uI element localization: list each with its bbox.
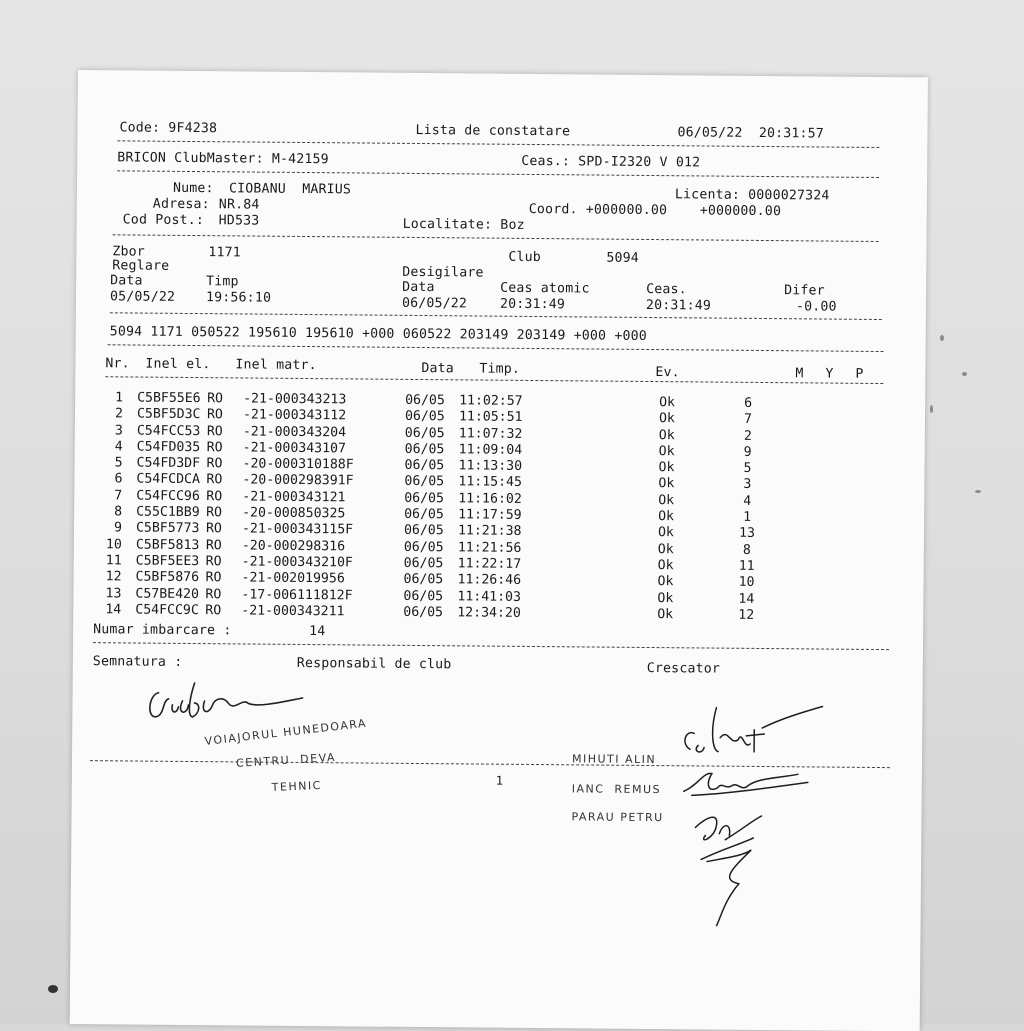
- registration-ring: -21-000343213: [243, 391, 346, 407]
- locality-text: Localitate: Boz: [403, 217, 525, 233]
- arrival-time: 11:07:32: [459, 426, 523, 442]
- country-code: RO: [207, 456, 223, 471]
- event-status: Ok: [659, 411, 675, 426]
- row-number: 6: [100, 472, 122, 487]
- clock-label: Ceas.: [646, 282, 687, 297]
- arrival-date: 06/05: [405, 409, 445, 424]
- setting-date: 05/05/22: [110, 289, 175, 305]
- divider: [93, 642, 889, 650]
- country-code: RO: [206, 505, 222, 520]
- event-status: Ok: [658, 542, 674, 557]
- arrival-time: 11:02:57: [459, 393, 523, 409]
- breeder-label: Crescator: [647, 661, 720, 677]
- committee-member-2: IANC REMUS: [572, 782, 661, 796]
- arrival-time: 11:05:51: [459, 410, 523, 426]
- dirt-speck: [48, 985, 58, 993]
- date-label: Data: [110, 273, 143, 288]
- address-label: Adresa:: [153, 197, 210, 212]
- arrival-date: 06/05: [403, 605, 443, 620]
- arrival-date: 06/05: [405, 425, 445, 440]
- divider: [105, 376, 883, 384]
- row-number: 14: [99, 602, 121, 617]
- clock-model-text: Ceas.: SPD-I2320 V 012: [521, 154, 700, 171]
- registration-ring: -21-000343204: [243, 424, 346, 440]
- col-header-inel-el: Inel el.: [145, 357, 210, 373]
- row-number: 4: [101, 439, 123, 454]
- country-code: RO: [206, 473, 222, 488]
- position: 4: [732, 494, 762, 509]
- event-status: Ok: [658, 558, 674, 573]
- difference-value: -0.00: [796, 299, 837, 314]
- arrival-date: 06/05: [403, 572, 443, 587]
- registration-ring: -17-006111812F: [241, 587, 352, 603]
- row-number: 5: [101, 455, 123, 470]
- owner-address: NR.84: [219, 197, 260, 212]
- arrival-date: 06/05: [404, 458, 444, 473]
- committee-signature-3: [691, 799, 772, 930]
- col-header-timp: Timp.: [479, 362, 520, 377]
- electronic-ring: C54FD035: [137, 439, 201, 455]
- col-header-inel-matr: Inel matr.: [235, 357, 317, 373]
- electronic-ring: C57BE420: [135, 586, 199, 602]
- row-number: 11: [100, 553, 122, 568]
- license-text: Licenta: 0000027324: [675, 187, 830, 203]
- dirt-speck: [940, 335, 944, 341]
- arrival-time: 11:21:38: [458, 524, 522, 540]
- registration-ring: -21-000343112: [243, 408, 346, 424]
- committee-member-1: MIHUTI ALIN: [572, 752, 656, 766]
- divider: [117, 170, 879, 178]
- arrival-time: 11:17:59: [458, 507, 522, 523]
- electronic-ring: C54FD3DF: [137, 456, 201, 472]
- report-sheet: [70, 70, 928, 1031]
- unseal-date: 06/05/22: [402, 296, 467, 312]
- arrival-time: 11:26:46: [457, 573, 521, 589]
- position: 10: [731, 575, 761, 590]
- electronic-ring: C5BF55E6: [137, 391, 201, 407]
- row-number: 12: [100, 569, 122, 584]
- registration-ring: -20-000850325: [242, 506, 345, 522]
- arrival-date: 06/05: [404, 523, 444, 538]
- country-code: RO: [207, 407, 223, 422]
- country-code: RO: [206, 489, 222, 504]
- col-header-nr: Nr.: [105, 356, 130, 371]
- event-status: Ok: [658, 460, 674, 475]
- flight-label: Zbor: [112, 244, 145, 259]
- registration-ring: -20-000310188F: [243, 457, 354, 473]
- event-status: Ok: [657, 607, 673, 622]
- row-number: 1: [101, 390, 123, 405]
- document-title: Lista de constatare: [415, 123, 570, 139]
- col-header-ev: Ev.: [655, 365, 680, 380]
- position: 5: [732, 461, 762, 476]
- arrival-time: 11:21:56: [458, 540, 522, 556]
- event-status: Ok: [658, 493, 674, 508]
- country-code: RO: [206, 538, 222, 553]
- arrival-time: 11:41:03: [457, 589, 521, 605]
- position: 13: [732, 526, 762, 541]
- electronic-ring: C54FCC9C: [135, 602, 199, 618]
- boarding-count: 14: [309, 624, 325, 639]
- club-master-text: BRICON ClubMaster: M-42159: [117, 150, 329, 167]
- setting-label: Reglare: [112, 258, 169, 273]
- position: 2: [733, 428, 763, 443]
- arrival-time: 11:16:02: [458, 491, 522, 507]
- col-header-p: P: [855, 367, 863, 382]
- electronic-ring: C54FCC96: [136, 488, 200, 504]
- event-status: Ok: [659, 428, 675, 443]
- divider: [117, 140, 879, 148]
- raw-code-line: 5094 1171 050522 195610 195610 +000 060522 203149 203149 +000 +000: [110, 324, 647, 344]
- setting-time: 19:56:10: [206, 290, 271, 306]
- registration-ring: -20-000298391F: [242, 473, 353, 489]
- club-responsible-label: Responsabil de club: [297, 656, 452, 672]
- country-code: RO: [206, 522, 222, 537]
- country-code: RO: [207, 440, 223, 455]
- arrival-time: 11:22:17: [458, 556, 522, 572]
- col-header-m: M: [795, 366, 803, 381]
- committee-signature-2: [678, 763, 818, 804]
- registration-ring: -21-000343211: [241, 603, 344, 619]
- position: 1: [732, 510, 762, 525]
- event-status: Ok: [657, 591, 673, 606]
- atomic-clock-label: Ceas atomic: [500, 281, 590, 297]
- row-number: 13: [99, 586, 121, 601]
- club-label: Club: [508, 250, 541, 265]
- position: 8: [732, 542, 762, 557]
- divider: [108, 344, 884, 352]
- dirt-speck: [930, 405, 933, 413]
- col-header-y: Y: [825, 367, 833, 382]
- arrival-date: 06/05: [404, 540, 444, 555]
- difference-label: Difer: [784, 283, 825, 298]
- atomic-clock-time: 20:31:49: [500, 297, 565, 313]
- electronic-ring: C54FCC53: [137, 423, 201, 439]
- position: 11: [732, 559, 762, 574]
- committee-signature-1: [672, 699, 833, 770]
- country-code: RO: [207, 391, 223, 406]
- electronic-ring: C5BF5813: [136, 537, 200, 553]
- postal-label: Cod Post.:: [123, 212, 205, 228]
- clock-time: 20:31:49: [646, 298, 711, 314]
- registration-ring: -21-000343210F: [242, 554, 353, 570]
- arrival-date: 06/05: [404, 474, 444, 489]
- electronic-ring: C54FCDCA: [136, 472, 200, 488]
- event-status: Ok: [657, 574, 673, 589]
- dirt-speck: [962, 372, 967, 376]
- country-code: RO: [207, 424, 223, 439]
- position: 3: [732, 477, 762, 492]
- time-label: Timp: [206, 274, 239, 289]
- stamp-technical: TEHNIC: [271, 779, 322, 794]
- divider: [113, 234, 879, 242]
- postal-code: HD533: [219, 213, 260, 228]
- event-status: Ok: [658, 525, 674, 540]
- registration-ring: -21-002019956: [242, 571, 345, 587]
- country-code: RO: [206, 554, 222, 569]
- registration-ring: -20-000298316: [242, 538, 345, 554]
- row-number: 2: [101, 407, 123, 422]
- stamp-center: CENTRU DEVA: [236, 751, 337, 770]
- row-number: 10: [100, 537, 122, 552]
- unsealing-label: Desigilare: [402, 265, 484, 281]
- divider: [110, 312, 882, 320]
- row-number: 8: [100, 504, 122, 519]
- registration-ring: -21-000343115F: [242, 522, 353, 538]
- dirt-speck: [975, 490, 981, 493]
- registration-ring: -21-000343121: [242, 489, 345, 505]
- country-code: RO: [205, 587, 221, 602]
- arrival-date: 06/05: [404, 507, 444, 522]
- country-code: RO: [206, 570, 222, 585]
- committee-member-3: PARAU PETRU: [571, 810, 663, 824]
- row-number: 7: [100, 488, 122, 503]
- boarding-count-label: Numar imbarcare :: [93, 622, 232, 638]
- arrival-time: 11:09:04: [459, 442, 523, 458]
- event-status: Ok: [658, 509, 674, 524]
- position: 7: [733, 412, 763, 427]
- electronic-ring: C5BF5EE3: [136, 553, 200, 569]
- position: 6: [733, 396, 763, 411]
- arrival-time: 11:15:45: [458, 475, 522, 491]
- signature-label: Semnatura :: [93, 654, 183, 670]
- name-label: Nume:: [173, 181, 214, 196]
- arrival-table: [101, 390, 103, 618]
- arrival-date: 06/05: [403, 588, 443, 603]
- electronic-ring: C5BF5D3C: [137, 407, 201, 423]
- arrival-date: 06/05: [405, 442, 445, 457]
- position: 9: [733, 445, 763, 460]
- arrival-date: 06/05: [404, 556, 444, 571]
- position: 12: [731, 608, 761, 623]
- print-datetime: 06/05/22 20:31:57: [677, 125, 824, 141]
- arrival-time: 12:34:20: [457, 605, 521, 621]
- electronic-ring: C5BF5876: [136, 570, 200, 586]
- unseal-date-label: Data: [402, 280, 435, 295]
- code-text: Code: 9F4238: [119, 120, 217, 136]
- electronic-ring: C55C1BB9: [136, 505, 200, 521]
- arrival-date: 06/05: [405, 393, 445, 408]
- club-number: 5094: [606, 251, 639, 266]
- stamp-club-name: VOIAJORUL HUNEDOARA: [204, 717, 368, 748]
- event-status: Ok: [659, 395, 675, 410]
- event-status: Ok: [659, 444, 675, 459]
- arrival-time: 11:13:30: [458, 459, 522, 475]
- coordinates-text: Coord. +000000.00 +000000.00: [529, 202, 781, 219]
- row-number: 9: [100, 521, 122, 536]
- electronic-ring: C5BF5773: [136, 521, 200, 537]
- registration-ring: -21-000343107: [243, 440, 346, 456]
- row-number: 3: [101, 423, 123, 438]
- country-code: RO: [205, 603, 221, 618]
- page-number: 1: [496, 774, 504, 789]
- flight-number: 1171: [208, 245, 241, 260]
- col-header-data: Data: [421, 361, 454, 376]
- position: 14: [731, 591, 761, 606]
- owner-name: CIOBANU MARIUS: [229, 181, 351, 197]
- arrival-date: 06/05: [404, 491, 444, 506]
- event-status: Ok: [658, 477, 674, 492]
